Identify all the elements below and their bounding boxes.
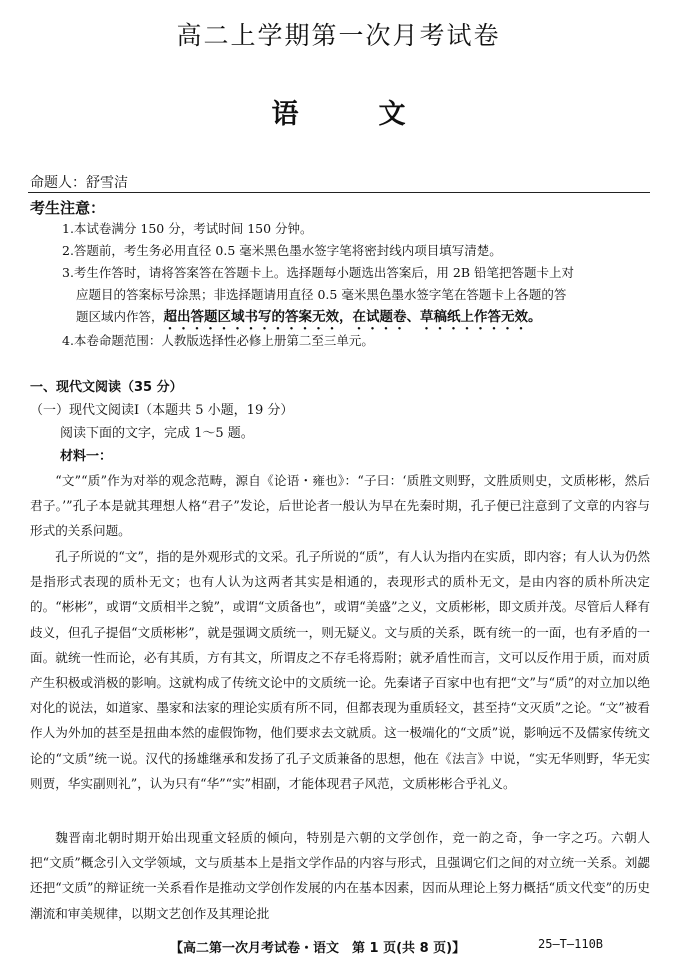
notice-emphasis: 超出答题区域书写的答案无效，在试题卷、草稿纸上作答无效。 [163, 309, 542, 325]
notice-item-1: 1.本试卷满分 150 分，考试时间 150 分钟。 [62, 221, 313, 236]
header-divider [28, 192, 650, 193]
subject-title [0, 92, 677, 131]
subject-char-2: 文 [378, 99, 406, 130]
subject-char-1: 语 [271, 99, 299, 130]
paragraph-1: “文”“质”作为对举的观念范畴，源自《论语・雍也》：“子曰：‘质胜文则野，文胜质则史，文质彬彬，然后君子。’”孔子本是就其理想人格“君子”发论，后世论者一般认为早在先秦时期，孔子便已注意到了文章的内容与形式的关系问题。 [30, 473, 650, 539]
notice-heading: 考生注意： [30, 199, 106, 217]
material-label: 材料一： [60, 449, 113, 464]
notice-item-3-line-3 [76, 306, 666, 333]
instruction: 阅读下面的文字，完成 1～5 题。 [60, 426, 254, 441]
paragraph-3: 魏晋南北朝时期开始出现重文轻质的倾向，特别是六朝的文学创作，竞一韵之奇，争一字之巧。六朝人把“文质”概念引入文学领域，文与质基本上是指文学作品的内容与形式，且强调它们之间的对立统一关系。刘勰还把“文质”的辩证统一关系看作是推动文学创作发展的内在基本因素，因而从理论上努力概括“质文代变”的历史潮流和审美规律，以期文艺创作及其理论批 [30, 830, 650, 921]
notice-item-3-line-1: 3.考生作答时，请将答案答在答题卡上。选择题每小题选出答案后，用 2B 铅笔把答题卡上对 [62, 265, 575, 280]
subsection-heading: （一）现代文阅读Ⅰ（本题共 5 小题，19 分） [30, 403, 294, 418]
footer-code: 25—T—110B [538, 937, 604, 951]
notice-item-2: 2.答题前，考生务必用直径 0.5 毫米黑色墨水签字笔将密封线内项目填写清楚。 [62, 243, 502, 258]
notice-item-4: 4.本卷命题范围：人教版选择性必修上册第二至三单元。 [62, 333, 374, 348]
paragraph-2: 孔子所说的“文”，指的是外观形式的文采。孔子所说的“质”，有人认为指内在实质，即内容；有人认为仍然是指形式表现的质朴无文；也有人认为这两者其实是相通的，表现形式的质朴无文，是由内容的质朴所决定的。“彬彬”，或谓“文质相半之貌”，或谓“文质备也”，或谓“美盛”之义，文质彬彬，即文质并茂。尽管后人释有歧义，但孔子提倡“文质彬彬”，就是强调文质统一，则无疑义。文与质的关系，既有统一的一面，也有矛盾的一面。就统一性而论，必有其质，方有其文，所谓皮之不存毛将焉附；就矛盾性而言，文可以反作用于质，而对质产生积极或消极的影响。这就构成了传统文论中的文质统一论。先秦诸子百家中也有把“文”与“质”的对立加以绝对化的说法，如道家、墨家和法家的理论实质有所不同，但都表现为重质轻文，甚至持“文灭质”之论。“文”被看作人为外加的甚至是扭曲本然的虚假饰物，他们要求去文就质。这一极端化的“文质”说，影响远不及儒家传统文论的“文质”统一说。汉代的扬雄继承和发扬了孔子文质兼备的思想，他在《法言》中说，“实无华则野，华无实则贾，华实副则礼”，认为只有“华”“实”相副，才能体现君子风范，文质彬彬合乎礼义。 [30, 549, 650, 791]
exam-title: 高二上学期第一次月考试卷 [176, 21, 501, 50]
footer-page-info: 【高二第一次月考试卷・语文 第 1 页(共 8 页)】 [170, 941, 466, 956]
section-heading: 一、现代文阅读（35 分） [30, 380, 183, 395]
notice-item-3-line-2: 应题目的答案标号涂黑；非选择题请用直径 0.5 毫米黑色墨水签字笔在答题卡上各题的答 [76, 287, 567, 302]
notice-item-3-text: 题区域内作答， [76, 309, 164, 324]
author-line: 命题人：舒雪洁 [30, 175, 128, 191]
